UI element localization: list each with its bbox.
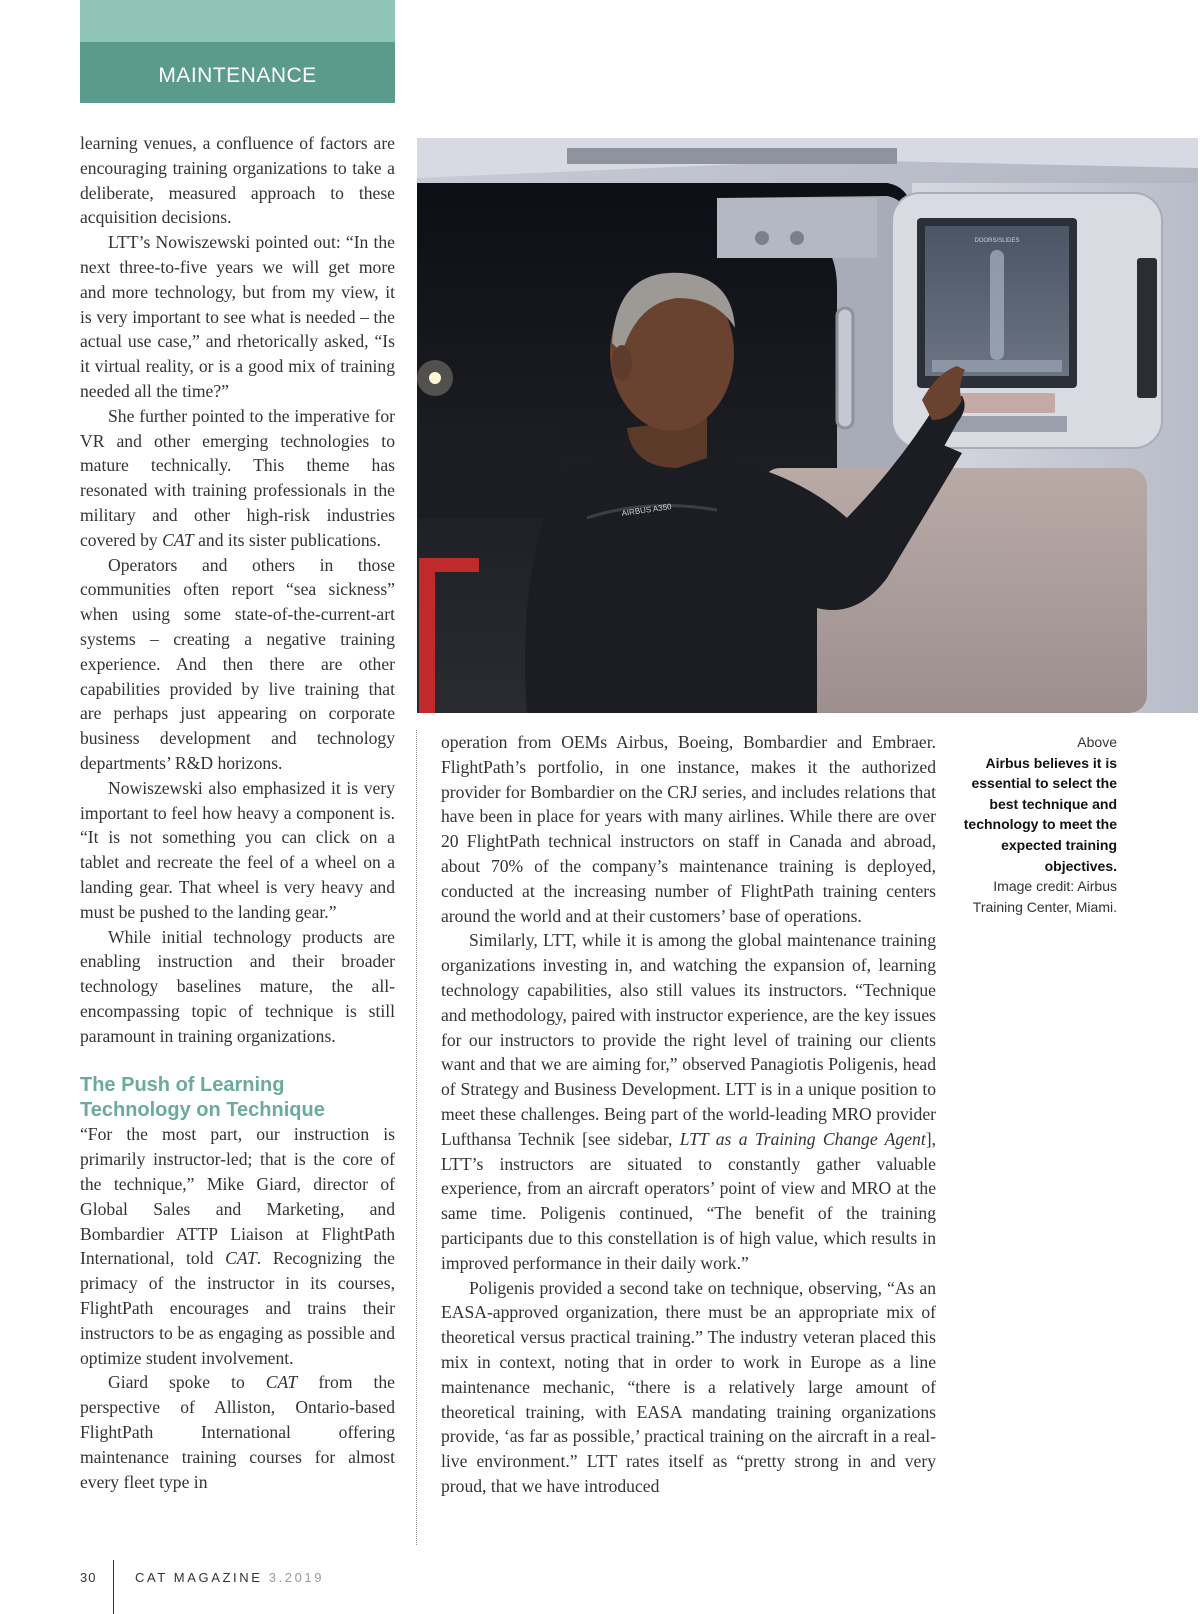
door-mechanism — [717, 198, 877, 258]
door-bolt — [755, 231, 769, 245]
paragraph — [80, 1370, 395, 1494]
article-right-column — [441, 730, 936, 1499]
screen-aircraft-outline — [990, 250, 1004, 360]
paragraph: LTT’s Nowiszewski pointed out: “In the next three-to-five years we will get more and more technology, but from my view, it is very important to see what is needed – the actual use case,” and rhetorically asked, “Is it virtual reality, or is a good mix of training needed all the time?” — [80, 232, 395, 401]
publication-name: CAT — [225, 1248, 257, 1269]
screen-title: DOORS/SLIDES — [974, 238, 1020, 244]
photo-caption — [960, 732, 1117, 917]
publication-name: CAT — [162, 529, 194, 550]
text-run: “For the most part, our instruction is primarily instructor-led; that is the core of the technique,” Mike Giard, director of Global Sales and Marketing, and Bombardier ATTP Liaison at FlightPath International, told — [80, 1124, 395, 1269]
text-run: ], LTT’s instructors are situated to constantly gather valuable experience, from an aircraft operators’ point of view and MRO at the same time. Poligenis continued, “The benefit of the training participants due to this constellation is of high value, which results in improved performance in their daily work.” — [441, 1128, 936, 1273]
apron-light-glow — [417, 360, 453, 396]
section-label: MAINTENANCE — [158, 64, 317, 87]
footer-publication — [135, 1570, 324, 1585]
paragraph: Poligenis provided a second take on technique, observing, “As an EASA-approved organization, there must be an appropriate mix of theoretical versus practical training.” The industry veteran placed this mix in context, noting that in order to work in Europe as a line maintenance mechanic, “there is a relatively large amount of theoretical training, with EASA mandating training organizations provide, ‘as far as possible,’ practical training on the aircraft in a real-live environment.” LTT rates itself as “pretty strong in and very proud, that we have introduced — [441, 1277, 936, 1496]
paragraph: learning venues, a confluence of factors are encouraging training organizations to take a deliberate, measured approach to these acquisition decisions. — [80, 133, 395, 228]
paragraph: operation from OEMs Airbus, Boeing, Bombardier and Embraer. FlightPath’s portfolio, in one instance, makes it the authorized provider for Bombardier on the CRJ series, and includes relations that have been in place for years with many airlines. While there are over 20 FlightPath technical instructors on staff in Canada and abroad, about 70% of the company’s maintenance training is deployed, conducted at the increasing number of FlightPath training centers around the world and at their customers’ base of operations. — [441, 732, 936, 926]
lanyard-text: AIRBUS A350 — [621, 502, 673, 518]
publication-name: CAT — [265, 1372, 298, 1393]
text-run: and its sister publications. — [193, 529, 381, 550]
paragraph: Nowiszewski also emphasized it is very important to feel how heavy a component is. “It is not something you can click on a tablet and recreate the feel of a wheel on a landing gear. That wheel is very heavy and must be pushed to the landing gear.” — [80, 777, 395, 922]
side-keypad — [1137, 258, 1157, 398]
footer-rule — [113, 1560, 114, 1614]
text-run: Similarly, LTT, while it is among the global maintenance training organizations investing in, and watching the expansion of, learning technology capabilities, also still values its instructors. “Technique and methodology, paired with instructor experience, are the key issues for our instructors to provide the right level of training our clients want and that we are aiming for,” observed Panagiotis Poligenis, head of Strategy and Business Development. LTT is in a unique position to meet these challenges. Being part of the world-leading MRO provider Lufthansa Technik [see sidebar, — [441, 930, 936, 1149]
ground-equipment — [417, 428, 557, 518]
caption-text: Airbus believes it is essential to select the best technique and technology to meet the expected training objectives. — [963, 754, 1117, 874]
issue-date: 3.2019 — [268, 1570, 325, 1585]
caption-position: Above — [1077, 734, 1117, 750]
red-railing-top — [419, 558, 479, 572]
text-run: She further pointed to the imperative for VR and other emerging technologies to mature technically. This theme has resonated with training professionals in the military and other high-risk industries covered by — [80, 405, 395, 550]
text-run: . Recognizing the primacy of the instructor in its courses, FlightPath encourages and trains their instructors to be as engaging as possible and optimize student involvement. — [80, 1248, 395, 1368]
sidebar-reference: LTT as a Training Change Agent — [679, 1128, 926, 1149]
paragraph: Operators and others in those communities often report “sea sickness” when using some state-of-the-current-art systems – creating a negative training experience. And then there are other capabilities provided by live training that are perhaps just appearing on corporate business development and technology departments’ R&D horizons. — [80, 554, 395, 773]
text-run: Giard spoke to — [108, 1372, 266, 1393]
paragraph: While initial technology products are enabling instruction and their broader technology baselines mature, the all-encompassing topic of technique is still paramount in training organizations. — [80, 926, 395, 1046]
page-number: 30 — [80, 1570, 97, 1585]
column-divider — [416, 730, 417, 1545]
section-heading: The Push of Learning Technology on Technique — [80, 1074, 325, 1121]
article-left-column — [80, 131, 395, 1494]
paragraph — [441, 928, 936, 1275]
paragraph — [80, 404, 395, 553]
person-ear — [612, 345, 632, 381]
door-handle — [837, 308, 853, 428]
article-photo — [417, 138, 1198, 713]
paragraph — [80, 1122, 395, 1370]
magazine-name: CAT MAGAZINE — [135, 1570, 263, 1585]
section-header-tab — [80, 0, 395, 103]
red-railing — [419, 558, 435, 713]
door-bolt — [790, 231, 804, 245]
caption-credit: Image credit: Airbus Training Center, Miami. — [972, 878, 1117, 915]
text-run: from the perspective of Alliston, Ontario-based FlightPath International offering maintenance training courses for almost every fleet type in — [80, 1372, 395, 1492]
ceiling-rail — [567, 148, 897, 164]
